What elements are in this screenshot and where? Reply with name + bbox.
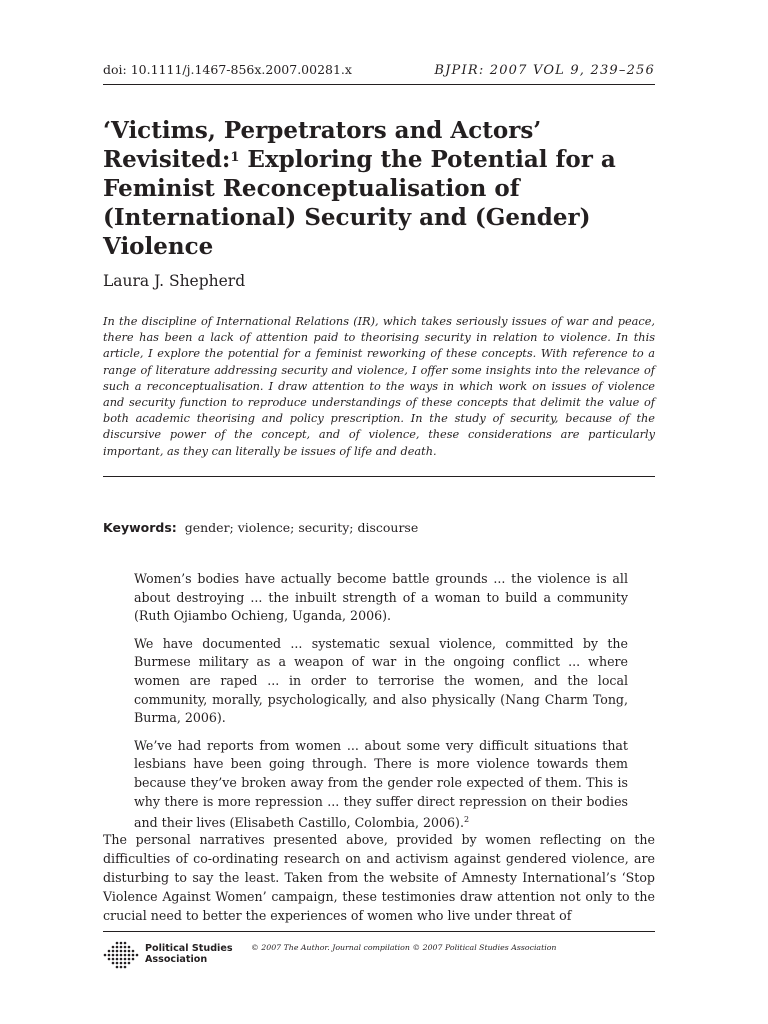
logo-line-1: Political Studies [145, 943, 233, 954]
keywords-label: Keywords: [103, 520, 177, 535]
body-paragraph: The personal narratives presented above, provided by women reflecting on the difficulties of co-ordinating research on and activism against gendered violence, are disturbing to say the least. Taken from the website of Amnesty International’s ‘Stop Violence Against Women’ campaign, these testimonies draw attention not only to the crucial need to better the experiences of women who live under threat of [103, 832, 655, 923]
epigraph-quotes [134, 570, 628, 842]
page-footer [103, 941, 655, 971]
copyright-notice: © 2007 The Author. Journal compilation © 2007 Political Studies Association [251, 943, 557, 952]
footnote-marker-2: 2 [463, 815, 470, 825]
running-header [103, 62, 655, 78]
abstract-rule [103, 476, 655, 477]
quote-2: We have documented ... systematic sexual violence, committed by the Burmese military as a weapon of war in the ongoing conflict ... where women are raped ... in order to terrorise the women, and the local community, morally, psychologically, and also physically (Nang Charm Tong, Burma, 2006). [134, 635, 628, 726]
journal-citation: BJPIR: 2007 VOL 9, 239–256 [434, 63, 655, 78]
quote-3-text: We’ve had reports from women ... about some very difficult situations that lesbians have been going through. There is more violence towards them because they’ve broken away from the gender role expected of them. This is why there is more repression ... they suffer direct repression on their bodies and their lives (Elisabeth Castillo, Colombia, 2006). [134, 737, 628, 831]
keywords-list: gender; violence; security; discourse [184, 520, 419, 535]
author-name: Laura J. Shepherd [103, 272, 246, 290]
quote-3 [134, 737, 628, 833]
psa-logo-text [145, 943, 233, 965]
logo-line-2: Association [145, 954, 208, 965]
title-part-2: Exploring the Potential for a Feminist Reconceptualisation of (International) Security and (Gender) Violence [103, 146, 616, 260]
quote-1: Women’s bodies have actually become battle grounds ... the violence is all about destroying ... the inbuilt strength of a woman to build a community (Ruth Ojiambo Ochieng, Uganda, 2006). [134, 571, 628, 624]
keywords [103, 520, 418, 535]
footer-rule [103, 931, 655, 932]
psa-dot-logo-icon [103, 941, 139, 971]
psa-logo [103, 941, 243, 971]
title-part-1: ‘Victims, Perpetrators and Actors’ Revisited: [103, 117, 542, 173]
article-title [103, 116, 668, 261]
title-footnote-marker: 1 [230, 150, 240, 165]
header-rule [103, 84, 655, 85]
doi-text: doi: 10.1111/j.1467-856x.2007.00281.x [103, 62, 352, 77]
abstract: In the discipline of International Relations (IR), which takes seriously issues of war and peace, there has been a lack of attention paid to theorising security in relation to violence. In this article, I explore the potential for a feminist reworking of these concepts. With reference to a range of literature addressing security and violence, I offer some insights into the relevance of such a reconceptualisation. I draw attention to the ways in which work on issues of violence and security function to reproduce understandings of these concepts that delimit the value of both academic theorising and policy prescription. In the study of security, because of the discursive power of the concept, and of violence, these considerations are particularly important, as they can literally be issues of life and death. [103, 315, 655, 458]
